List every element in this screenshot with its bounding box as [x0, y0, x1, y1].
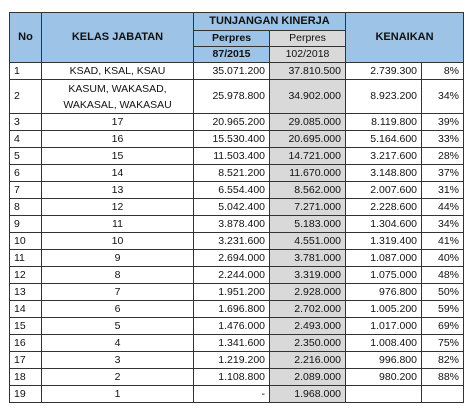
- cell-no: 5: [10, 148, 42, 165]
- header-perpres-old-line2: 87/2015: [194, 47, 270, 63]
- cell-no: 16: [10, 335, 42, 352]
- cell-kenaikan-percent: 8%: [422, 63, 464, 80]
- header-perpres-new-line2: 102/2018: [270, 47, 346, 63]
- cell-perpres-87-2015: 6.554.400: [194, 182, 270, 199]
- cell-kelas-jabatan: [42, 182, 194, 199]
- header-kenaikan: KENAIKAN: [346, 13, 464, 63]
- table-row: [10, 114, 464, 131]
- cell-kelas-jabatan: [42, 165, 194, 182]
- cell-kenaikan-amount: 1.304.600: [346, 216, 422, 233]
- table-row: [10, 216, 464, 233]
- kelas-jabatan-line: 11: [112, 217, 123, 230]
- cell-perpres-87-2015: 2.694.000: [194, 250, 270, 267]
- cell-no: 17: [10, 352, 42, 369]
- kelas-jabatan-line: KSAD, KSAL, KSAU: [69, 64, 166, 77]
- cell-perpres-87-2015: 2.244.000: [194, 267, 270, 284]
- cell-kenaikan-percent: 50%: [422, 284, 464, 301]
- table-row: [10, 301, 464, 318]
- kelas-jabatan-line: 15: [111, 149, 124, 162]
- cell-kelas-jabatan: [42, 335, 194, 352]
- table-row: [10, 199, 464, 216]
- cell-perpres-102-2018: 5.183.000: [270, 216, 346, 233]
- cell-kelas-jabatan: [42, 80, 194, 114]
- cell-perpres-87-2015: 20.965.200: [194, 114, 270, 131]
- cell-no: 2: [10, 80, 42, 114]
- cell-kenaikan-amount: 1.017.000: [346, 318, 422, 335]
- cell-perpres-87-2015: 3.878.400: [194, 216, 270, 233]
- cell-no: 19: [10, 386, 42, 403]
- cell-no: 18: [10, 369, 42, 386]
- cell-perpres-102-2018: 14.721.000: [270, 148, 346, 165]
- table-body: [10, 63, 464, 403]
- kelas-jabatan-line: 3: [114, 353, 121, 366]
- cell-perpres-102-2018: 2.493.000: [270, 318, 346, 335]
- cell-kelas-jabatan: [42, 199, 194, 216]
- cell-no: 14: [10, 301, 42, 318]
- kelas-jabatan-line: KASUM, WAKASAD,: [68, 82, 167, 95]
- cell-kenaikan-percent: 40%: [422, 250, 464, 267]
- table-row: [10, 148, 464, 165]
- cell-perpres-87-2015: 11.503.400: [194, 148, 270, 165]
- cell-kenaikan-amount: 976.800: [346, 284, 422, 301]
- cell-kelas-jabatan: [42, 131, 194, 148]
- cell-kelas-jabatan: [42, 114, 194, 131]
- cell-no: 7: [10, 182, 42, 199]
- table-row: [10, 352, 464, 369]
- cell-kenaikan-amount: 3.217.600: [346, 148, 422, 165]
- table-row: [10, 318, 464, 335]
- kelas-jabatan-line: 7: [114, 285, 121, 298]
- header-perpres-new-line1: Perpres: [270, 31, 346, 47]
- cell-kenaikan-percent: 44%: [422, 199, 464, 216]
- table-row: [10, 233, 464, 250]
- cell-no: 3: [10, 114, 42, 131]
- table-row: [10, 131, 464, 148]
- cell-kenaikan-percent: 48%: [422, 267, 464, 284]
- table-row: [10, 284, 464, 301]
- cell-kenaikan-percent: 34%: [422, 80, 464, 114]
- cell-kenaikan-amount: 980.200: [346, 369, 422, 386]
- cell-no: 11: [10, 250, 42, 267]
- cell-kenaikan-amount: 8.119.800: [346, 114, 422, 131]
- kelas-jabatan-line: 1: [114, 387, 121, 400]
- cell-no: 15: [10, 318, 42, 335]
- cell-kenaikan-amount: 1.087.000: [346, 250, 422, 267]
- kelas-jabatan-line: 9: [114, 251, 121, 264]
- cell-no: 1: [10, 63, 42, 80]
- table-row: [10, 250, 464, 267]
- cell-kenaikan-percent: 31%: [422, 182, 464, 199]
- cell-kenaikan-percent: 82%: [422, 352, 464, 369]
- cell-perpres-87-2015: 1.108.800: [194, 369, 270, 386]
- cell-perpres-87-2015: 3.231.600: [194, 233, 270, 250]
- cell-kenaikan-percent: 33%: [422, 131, 464, 148]
- cell-kelas-jabatan: [42, 318, 194, 335]
- header-tunjangan-kinerja: TUNJANGAN KINERJA: [194, 13, 346, 31]
- cell-kenaikan-amount: [346, 386, 422, 403]
- cell-perpres-87-2015: 1.476.000: [194, 318, 270, 335]
- cell-perpres-102-2018: 2.216.000: [270, 352, 346, 369]
- kelas-jabatan-line: 5: [114, 319, 121, 332]
- cell-kenaikan-amount: 1.319.400: [346, 233, 422, 250]
- cell-kenaikan-percent: 41%: [422, 233, 464, 250]
- cell-perpres-87-2015: -: [194, 386, 270, 403]
- kelas-jabatan-line: 14: [111, 166, 124, 179]
- cell-perpres-87-2015: 1.951.200: [194, 284, 270, 301]
- cell-perpres-102-2018: 11.670.000: [270, 165, 346, 182]
- table-row: [10, 80, 464, 114]
- kelas-jabatan-line: 16: [111, 132, 124, 145]
- cell-kelas-jabatan: [42, 233, 194, 250]
- cell-perpres-102-2018: 3.781.000: [270, 250, 346, 267]
- cell-perpres-102-2018: 2.702.000: [270, 301, 346, 318]
- kelas-jabatan-line: 12: [111, 200, 124, 213]
- cell-no: 8: [10, 199, 42, 216]
- kelas-jabatan-line: WAKASAL, WAKASAU: [63, 98, 172, 111]
- cell-perpres-87-2015: 35.071.200: [194, 63, 270, 80]
- cell-kenaikan-amount: 996.800: [346, 352, 422, 369]
- kelas-jabatan-line: 8: [114, 268, 121, 281]
- cell-kenaikan-percent: 28%: [422, 148, 464, 165]
- cell-perpres-102-2018: 2.928.000: [270, 284, 346, 301]
- cell-perpres-87-2015: 1.219.200: [194, 352, 270, 369]
- cell-kelas-jabatan: [42, 267, 194, 284]
- cell-kenaikan-percent: 88%: [422, 369, 464, 386]
- header-kelas-jabatan: KELAS JABATAN: [42, 13, 194, 63]
- table-row: [10, 335, 464, 352]
- table-row: [10, 182, 464, 199]
- cell-perpres-102-2018: 34.902.000: [270, 80, 346, 114]
- kelas-jabatan-line: 13: [111, 183, 124, 196]
- table-row: [10, 165, 464, 182]
- cell-perpres-87-2015: 8.521.200: [194, 165, 270, 182]
- header-perpres-old-line1: Perpres: [194, 31, 270, 47]
- cell-kelas-jabatan: [42, 386, 194, 403]
- cell-kelas-jabatan: [42, 369, 194, 386]
- cell-perpres-87-2015: 5.042.400: [194, 199, 270, 216]
- cell-kelas-jabatan: [42, 352, 194, 369]
- cell-kenaikan-amount: 2.007.600: [346, 182, 422, 199]
- cell-kenaikan-percent: 59%: [422, 301, 464, 318]
- cell-no: 12: [10, 267, 42, 284]
- cell-no: 9: [10, 216, 42, 233]
- cell-perpres-102-2018: 8.562.000: [270, 182, 346, 199]
- cell-perpres-87-2015: 1.341.600: [194, 335, 270, 352]
- cell-perpres-102-2018: 29.085.000: [270, 114, 346, 131]
- cell-kenaikan-amount: 5.164.600: [346, 131, 422, 148]
- cell-perpres-102-2018: 2.089.000: [270, 369, 346, 386]
- cell-kenaikan-amount: 2.739.300: [346, 63, 422, 80]
- cell-kenaikan-percent: 75%: [422, 335, 464, 352]
- cell-perpres-102-2018: 4.551.000: [270, 233, 346, 250]
- cell-kenaikan-amount: 1.005.200: [346, 301, 422, 318]
- cell-kenaikan-percent: 39%: [422, 114, 464, 131]
- header-no: No: [10, 13, 42, 63]
- cell-no: 6: [10, 165, 42, 182]
- cell-no: 13: [10, 284, 42, 301]
- cell-kenaikan-amount: 1.008.400: [346, 335, 422, 352]
- table-row: [10, 386, 464, 403]
- kelas-jabatan-line: 2: [114, 370, 121, 383]
- cell-kenaikan-percent: 37%: [422, 165, 464, 182]
- cell-kelas-jabatan: [42, 250, 194, 267]
- cell-kenaikan-amount: 2.228.600: [346, 199, 422, 216]
- cell-kenaikan-percent: 34%: [422, 216, 464, 233]
- cell-perpres-102-2018: 2.350.000: [270, 335, 346, 352]
- cell-no: 10: [10, 233, 42, 250]
- tunjangan-kinerja-table: [9, 12, 464, 403]
- cell-kelas-jabatan: [42, 63, 194, 80]
- cell-kelas-jabatan: [42, 301, 194, 318]
- cell-kenaikan-amount: 3.148.800: [346, 165, 422, 182]
- cell-perpres-102-2018: 7.271.000: [270, 199, 346, 216]
- table-row: [10, 267, 464, 284]
- kelas-jabatan-line: 4: [114, 336, 121, 349]
- cell-kenaikan-percent: 69%: [422, 318, 464, 335]
- kelas-jabatan-line: 17: [111, 115, 124, 128]
- cell-perpres-102-2018: 1.968.000: [270, 386, 346, 403]
- cell-kelas-jabatan: [42, 284, 194, 301]
- table-row: [10, 369, 464, 386]
- kelas-jabatan-line: 6: [114, 302, 121, 315]
- cell-kelas-jabatan: [42, 216, 194, 233]
- table-row: [10, 63, 464, 80]
- cell-kenaikan-amount: 8.923.200: [346, 80, 422, 114]
- cell-kenaikan-amount: 1.075.000: [346, 267, 422, 284]
- cell-kenaikan-percent: [422, 386, 464, 403]
- cell-no: 4: [10, 131, 42, 148]
- cell-kelas-jabatan: [42, 148, 194, 165]
- kelas-jabatan-line: 10: [111, 234, 124, 247]
- cell-perpres-87-2015: 25.978.800: [194, 80, 270, 114]
- cell-perpres-87-2015: 1.696.800: [194, 301, 270, 318]
- cell-perpres-102-2018: 20.695.000: [270, 131, 346, 148]
- cell-perpres-102-2018: 37.810.500: [270, 63, 346, 80]
- cell-perpres-102-2018: 3.319.000: [270, 267, 346, 284]
- cell-perpres-87-2015: 15.530.400: [194, 131, 270, 148]
